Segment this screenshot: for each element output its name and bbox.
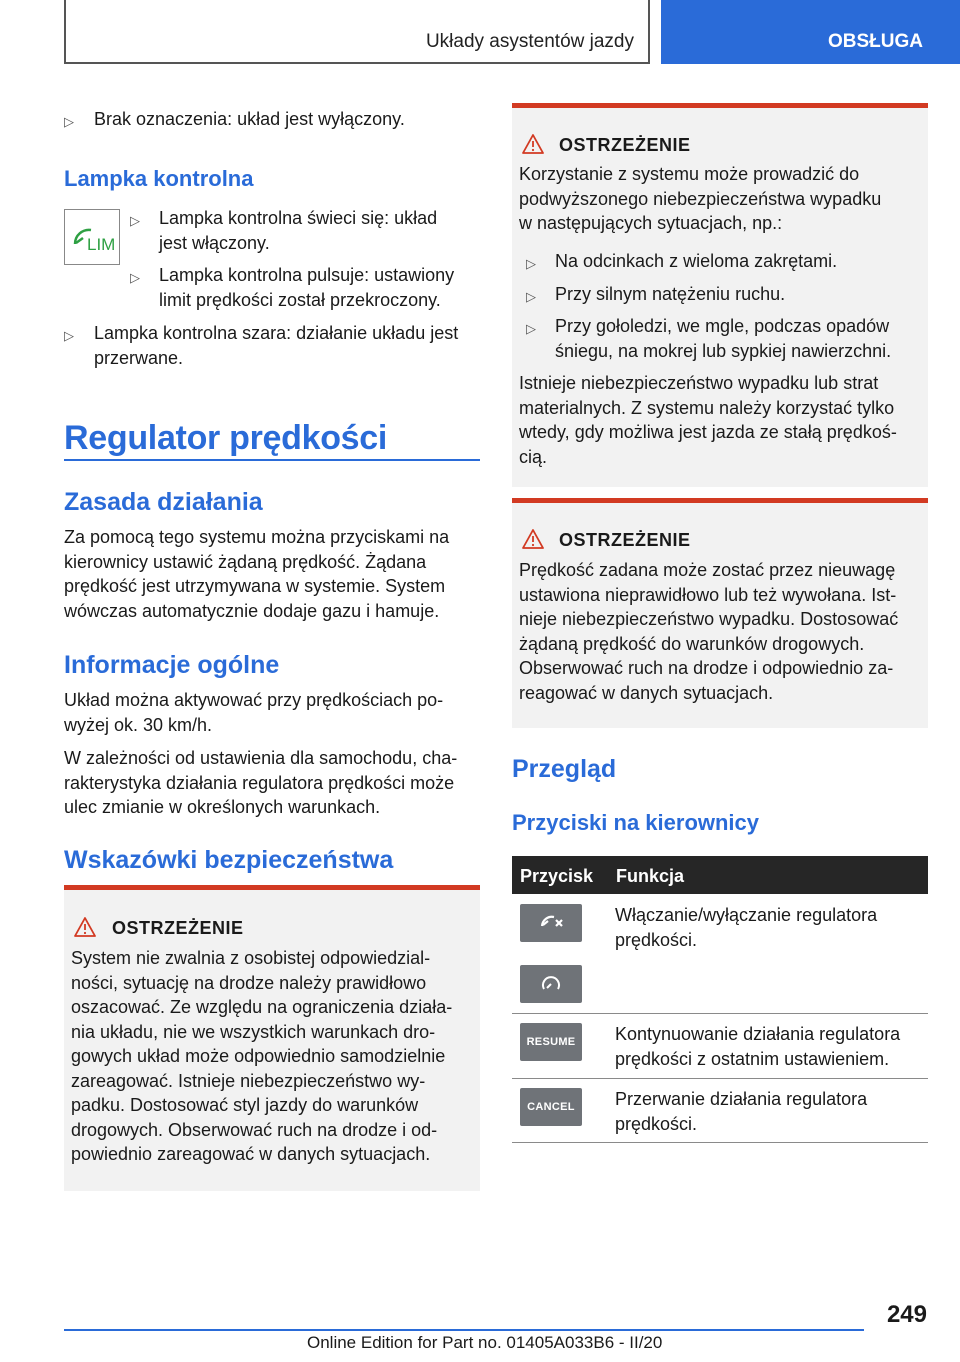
text-line: reagować w danych sytuacjach. <box>519 682 774 703</box>
page-number: 249 <box>886 1301 927 1328</box>
bullet-text: Brak oznaczenia: układ jest wyłączony. <box>94 109 405 129</box>
column-header-button: Przycisk <box>520 866 594 886</box>
warning-box <box>512 498 928 728</box>
table-cell-function <box>615 1022 928 1071</box>
bullet-text: Na odcinkach z wieloma zakrętami. <box>555 251 838 271</box>
text-line: rakterystyka działania regulatora prędkości może <box>64 772 455 793</box>
bullet-text: przerwane. <box>94 347 184 368</box>
page-title: Regulator prędkości <box>64 419 388 457</box>
text-line: Układ można aktywować przy prędkościach po- <box>64 690 444 710</box>
warning-text <box>71 946 477 1167</box>
bullet-text: Przy gołoledzi, we mgle, podczas opadów <box>555 316 890 336</box>
table-cell-function <box>615 903 928 952</box>
bullet-item <box>130 206 480 255</box>
table-row-divider <box>512 1142 928 1143</box>
text-line: Prędkość zadana może zostać przez nieuwagę <box>519 560 896 580</box>
bullet-text: Przy silnym natężeniu ruchu. <box>555 284 786 304</box>
bullet-text: Lampka kontrolna pulsuje: ustawiony <box>159 265 455 285</box>
title-underline <box>64 459 480 461</box>
warning-heading: OSTRZEŻENIE <box>559 530 691 550</box>
warning-triangle-icon <box>522 529 544 549</box>
table-header <box>512 856 928 894</box>
bullet-text: Lampka kontrolna szara: działanie układu jest <box>94 323 459 343</box>
bullet-item <box>526 314 926 363</box>
text-line: drogowych. Obserwować ruch na drodze i od- <box>71 1119 438 1140</box>
resume-button-icon: RESUME <box>520 1023 582 1061</box>
text-line: cią. <box>519 446 548 467</box>
warning-intro <box>519 162 925 236</box>
bullet-text: limit prędkości został przekroczony. <box>159 289 441 310</box>
chapter-tab-label: OBSŁUGA <box>828 31 923 52</box>
info-paragraph-2 <box>64 746 480 820</box>
triangle-bullet-icon: ▷ <box>64 328 74 343</box>
bullet-item <box>526 249 926 274</box>
section-heading-info: Informacje ogólne <box>64 651 280 679</box>
text-line: powiednio zareagować w danych sytuacjach. <box>71 1144 431 1164</box>
bullet-item <box>526 282 926 307</box>
section-heading-lampka: Lampka kontrolna <box>64 166 254 191</box>
text-line: prędkości. <box>615 929 698 950</box>
text-line: wówczas automatycznie dodaje gazu i hamuje. <box>64 600 440 621</box>
text-line: podwyższonego niebezpieczeństwa wypadku <box>519 188 882 209</box>
triangle-bullet-icon: ▷ <box>526 321 536 336</box>
edition-note: Online Edition for Part no. 01405A033B6 - II/20 <box>307 1333 663 1352</box>
bullet-item <box>130 263 480 312</box>
text-line: Obserwować ruch na drodze i odpowiednio za- <box>519 658 894 678</box>
column-header-function: Funkcja <box>616 866 685 886</box>
text-line: kierownicy ustawić żądaną prędkość. Żądana <box>64 551 427 572</box>
section-heading-safety: Wskazówki bezpieczeństwa <box>64 846 394 874</box>
warning-text <box>519 558 925 705</box>
triangle-bullet-icon: ▷ <box>526 289 536 304</box>
lim-icon-text: LIM <box>87 235 116 254</box>
table-row-divider <box>512 1078 928 1079</box>
warning-outro <box>519 371 925 469</box>
text-line: nia układu, nie we wszystkich warunkach dro- <box>71 1021 436 1042</box>
info-paragraph-1 <box>64 688 480 737</box>
triangle-bullet-icon: ▷ <box>130 270 140 285</box>
text-line: żądaną prędkość do warunków drogowych. <box>519 633 865 654</box>
cruise-pause-button-icon <box>520 965 582 1003</box>
section-heading-buttons: Przyciski na kierownicy <box>512 810 760 835</box>
bullet-item <box>64 321 480 370</box>
warning-box <box>512 103 928 487</box>
text-line: materialnych. Z systemu należy korzystać tylko <box>519 397 895 418</box>
warning-triangle-icon <box>74 917 96 937</box>
bullet-text: Lampka kontrolna świeci się: układ <box>159 208 438 228</box>
cruise-on-off-button-icon <box>520 904 582 942</box>
warning-heading: OSTRZEŻENIE <box>559 135 691 155</box>
text-line: ności, sytuację na drodze należy prawidłowo <box>71 972 427 993</box>
text-line: Korzystanie z systemu może prowadzić do <box>519 164 860 184</box>
text-line: prędkość jest utrzymywana w systemie. System <box>64 576 446 596</box>
section-heading-przeglad: Przegląd <box>512 755 617 783</box>
text-line: Włączanie/wyłączanie regulatora <box>615 905 878 925</box>
zasada-paragraph <box>64 525 480 623</box>
table-row-divider <box>512 1013 928 1014</box>
text-line: wyżej ok. 30 km/h. <box>64 714 213 735</box>
chapter-tab <box>661 0 960 64</box>
header-frame <box>64 0 650 64</box>
triangle-bullet-icon: ▷ <box>130 213 140 228</box>
text-line: Za pomocą tego systemu można przyciskami na <box>64 527 450 547</box>
bullet-text: jest włączony. <box>159 232 270 253</box>
section-heading-zasada: Zasada działania <box>64 488 263 516</box>
text-line: Przerwanie działania regulatora <box>615 1089 868 1109</box>
warning-triangle-icon <box>522 134 544 154</box>
triangle-bullet-icon: ▷ <box>64 114 74 129</box>
footer-rule <box>64 1329 864 1331</box>
triangle-bullet-icon: ▷ <box>526 256 536 271</box>
text-line: ustawiona nieprawidłowo lub też wywołana. Ist- <box>519 584 897 605</box>
text-line: zareagować. Istnieje niebezpieczeństwo wy- <box>71 1070 426 1091</box>
text-line: gowych układ może odpowiednio samodzielnie <box>71 1046 446 1066</box>
text-line: W zależności od ustawienia dla samochodu, cha- <box>64 748 458 768</box>
text-line: prędkości. <box>615 1113 698 1134</box>
text-line: nieje niebezpieczeństwo wypadku. Dostosować <box>519 609 899 629</box>
text-line: Kontynuowanie działania regulatora <box>615 1024 901 1044</box>
text-line: wtedy, gdy możliwa jest jazda ze stałą prędkoś- <box>519 422 897 442</box>
bullet-text: śniegu, na mokrej lub sypkiej nawierzchni. <box>555 340 892 361</box>
text-line: System nie zwalnia z osobistej odpowiedzial- <box>71 948 431 968</box>
text-line: w następujących sytuacjach, np.: <box>519 213 783 233</box>
text-line: padku. Dostosować styl jazdy do warunków <box>71 1095 419 1115</box>
cancel-button-icon: CANCEL <box>520 1088 582 1126</box>
text-line: ulec zmianie w określonych warunkach. <box>64 797 381 817</box>
warning-box <box>64 885 480 1191</box>
text-line: prędkości z ostatnim ustawieniem. <box>615 1048 890 1069</box>
text-line: Istnieje niebezpieczeństwo wypadku lub strat <box>519 373 879 393</box>
section-title: Układy asystentów jazdy <box>425 31 634 52</box>
table-cell-function <box>615 1087 928 1136</box>
lim-indicator-icon <box>64 209 120 265</box>
bullet-item <box>64 107 480 132</box>
text-line: oszacować. Ze względu na ograniczenia działa- <box>71 997 453 1017</box>
warning-heading: OSTRZEŻENIE <box>112 918 244 938</box>
